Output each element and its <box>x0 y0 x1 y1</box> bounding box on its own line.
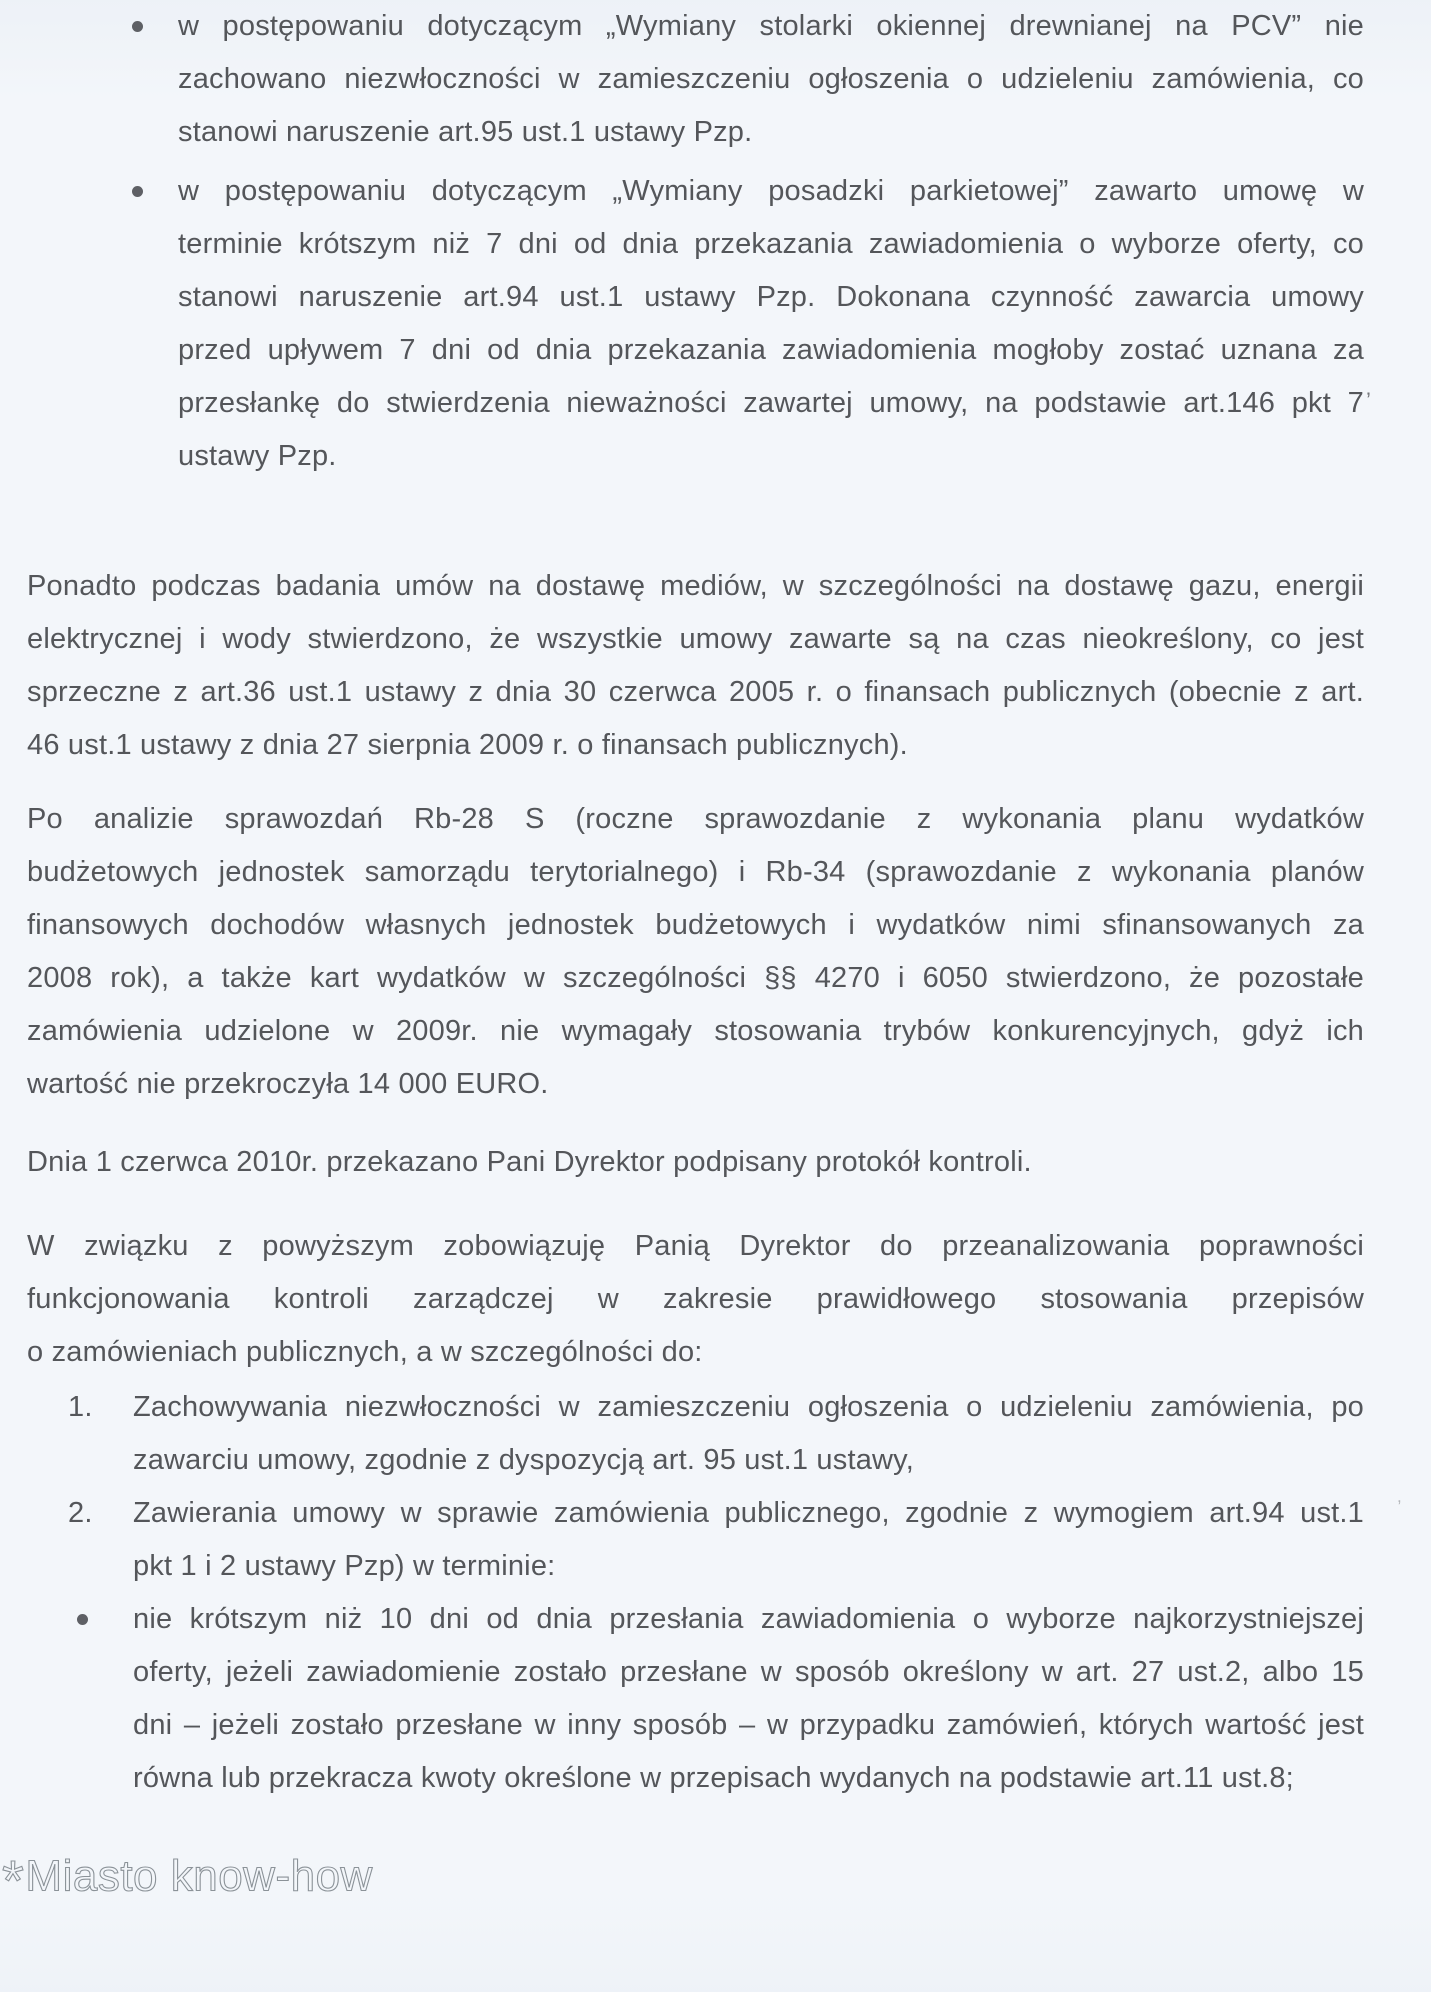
text-line: terminie krótszym niż 7 dni od dnia przekazania zawiadomienia o wyborze oferty, co <box>178 228 1364 260</box>
text-line: 2008 rok), a także kart wydatków w szczególności §§ 4270 i 6050 stwierdzono, że pozostałe <box>27 962 1364 994</box>
bullet-icon <box>77 1614 88 1625</box>
paragraph <box>27 1220 1364 1379</box>
paragraph <box>27 560 1364 772</box>
text-line: pkt 1 i 2 ustawy Pzp) w terminie: <box>133 1550 556 1582</box>
text-line: Ponadto podczas badania umów na dostawę mediów, w szczególności na dostawę gazu, energii <box>27 570 1364 602</box>
text-line: w postępowaniu dotyczącym „Wymiany posadzki parkietowej” zawarto umowę w <box>178 175 1364 207</box>
text-line: Zachowywania niezwłoczności w zamieszczeniu ogłoszenia o udzieleniu zamówienia, po <box>133 1391 1364 1423</box>
text-line: W związku z powyższym zobowiązuję Panią Dyrektor do przeanalizowania poprawności <box>27 1230 1364 1262</box>
item-number: 1. <box>68 1391 93 1423</box>
subbullet-item <box>133 1593 1364 1805</box>
text-line: stanowi naruszenie art.95 ust.1 ustawy Pzp. <box>178 116 753 148</box>
text-line: budżetowych jednostek samorządu terytorialnego) i Rb-34 (sprawozdanie z wykonania planów <box>27 856 1364 888</box>
paragraph <box>27 793 1364 1111</box>
text-line: równa lub przekracza kwoty określone w przepisach wydanych na podstawie art.11 ust.8; <box>133 1762 1294 1794</box>
text-line: przed upływem 7 dni od dnia przekazania zawiadomienia mogłoby zostać uznana za <box>178 334 1364 366</box>
scan-artifact: , <box>1397 1487 1402 1506</box>
text-line: oferty, jeżeli zawiadomienie zostało przesłane w sposób określony w art. 27 ust.2, albo 15 <box>133 1656 1364 1688</box>
bullet-item <box>178 0 1364 159</box>
document-body <box>27 0 1364 1805</box>
text-line: przesłankę do stwierdzenia nieważności zawartej umowy, na podstawie art.146 pkt 7 <box>178 387 1364 419</box>
text-line: Dnia 1 czerwca 2010r. przekazano Pani Dyrektor podpisany protokół kontroli. <box>27 1146 1032 1178</box>
text-line: Zawierania umowy w sprawie zamówienia publicznego, zgodnie z wymogiem art.94 ust.1 <box>133 1497 1364 1529</box>
asterisk-icon: * <box>2 1849 25 1912</box>
text-line: elektrycznej i wody stwierdzono, że wszystkie umowy zawarte są na czas nieokreślony, co jest <box>27 623 1364 655</box>
numbered-item <box>68 1487 1364 1593</box>
text-line: Po analizie sprawozdań Rb-28 S (roczne sprawozdanie z wykonania planu wydatków <box>27 803 1364 835</box>
text-line: o zamówieniach publicznych, a w szczególności do: <box>27 1336 703 1368</box>
text-line: zamówienia udzielone w 2009r. nie wymagały stosowania trybów konkurencyjnych, gdyż ich <box>27 1015 1364 1047</box>
text-line: funkcjonowania kontroli zarządczej w zakresie prawidłowego stosowania przepisów <box>27 1283 1364 1315</box>
text-line: sprzeczne z art.36 ust.1 ustawy z dnia 30 czerwca 2005 r. o finansach publicznych (obecnie z art. <box>27 676 1364 708</box>
text-line: zawarciu umowy, zgodnie z dyspozycją art. 95 ust.1 ustawy, <box>133 1444 914 1476</box>
text-line: finansowych dochodów własnych jednostek budżetowych i wydatków nimi sfinansowanych za <box>27 909 1364 941</box>
footer-logo <box>2 1849 373 1912</box>
text-line: 46 ust.1 ustawy z dnia 27 sierpnia 2009 r. o finansach publicznych). <box>27 729 908 761</box>
text-line: wartość nie przekroczyła 14 000 EURO. <box>27 1068 549 1100</box>
bullet-icon <box>132 186 143 197</box>
bullet-icon <box>132 21 143 32</box>
text-line: dni – jeżeli zostało przesłane w inny sposób – w przypadku zamówień, których wartość jest <box>133 1709 1364 1741</box>
item-number: 2. <box>68 1497 93 1529</box>
text-line: w postępowaniu dotyczącym „Wymiany stolarki okiennej drewnianej na PCV” nie <box>178 10 1364 42</box>
footer-logo-text: Miasto know-how <box>25 1851 373 1901</box>
text-line: ustawy Pzp. <box>178 440 337 472</box>
text-line: zachowano niezwłoczności w zamieszczeniu ogłoszenia o udzieleniu zamówienia, co <box>178 63 1364 95</box>
scan-artifact: ’ <box>1366 388 1371 413</box>
text-line: nie krótszym niż 10 dni od dnia przesłania zawiadomienia o wyborze najkorzystniejszej <box>133 1603 1364 1635</box>
paragraph <box>27 1136 1364 1189</box>
numbered-item <box>68 1381 1364 1487</box>
text-line: stanowi naruszenie art.94 ust.1 ustawy Pzp. Dokonana czynność zawarcia umowy <box>178 281 1364 313</box>
bullet-item <box>178 165 1364 483</box>
